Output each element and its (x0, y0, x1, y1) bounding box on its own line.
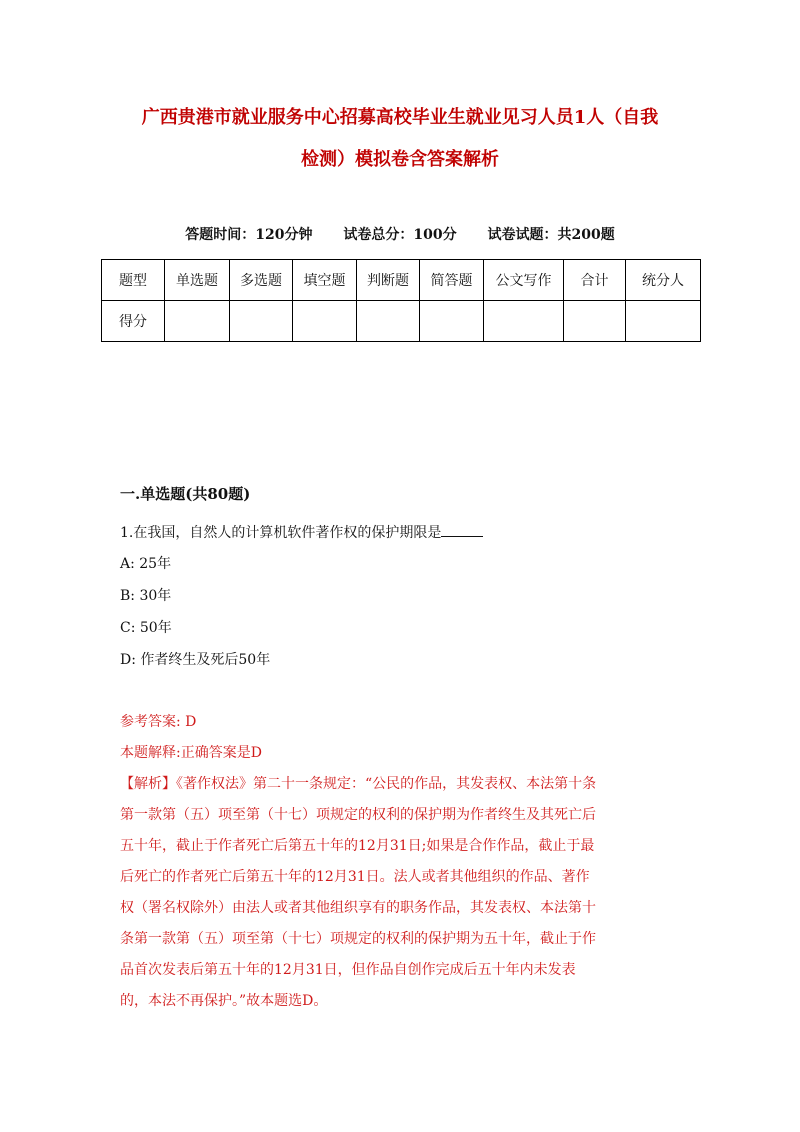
score-table-header: 题型 (102, 260, 165, 301)
option-a: A: 25年 (120, 556, 172, 572)
score-cell (626, 301, 701, 342)
score-table (101, 259, 701, 342)
exam-total-score: 试卷总分：100分 (343, 227, 457, 243)
analysis-line: 第一款第（五）项至第（十七）项规定的权利的保护期为作者终生及其死亡后 (120, 807, 596, 823)
score-table-header: 统分人 (626, 260, 701, 301)
score-table-header: 简答题 (420, 260, 484, 301)
score-table-header: 单选题 (165, 260, 230, 301)
exam-time: 答题时间：120分钟 (185, 227, 313, 243)
analysis-line: 条第一款第（五）项至第（十七）项规定的权利的保护期为五十年，截止于作 (120, 931, 596, 947)
score-table-header: 公文写作 (484, 260, 564, 301)
analysis-line: 【解析】《著作权法》第二十一条规定：“公民的作品，其发表权、本法第十条 (120, 776, 597, 792)
score-table-header: 合计 (564, 260, 626, 301)
option-c: C: 50年 (120, 620, 172, 636)
score-cell (420, 301, 484, 342)
score-cell (564, 301, 626, 342)
question-stem: 1.在我国，自然人的计算机软件著作权的保护期限是 (120, 525, 442, 541)
score-table-header: 填空题 (293, 260, 357, 301)
score-row-label: 得分 (102, 301, 165, 342)
score-cell (357, 301, 420, 342)
option-b: B: 30年 (120, 588, 172, 604)
analysis-line: 后死亡的作者死亡后第五十年的12月31日。法人或者其他组织的作品、著作 (120, 869, 590, 885)
analysis-line: 五十年，截止于作者死亡后第五十年的12月31日;如果是合作作品，截止于最 (120, 838, 595, 854)
analysis-line: 的，本法不再保护。”故本题选D。 (120, 993, 328, 1009)
score-cell (165, 301, 230, 342)
reference-answer: 参考答案: D (120, 714, 197, 730)
score-cell (484, 301, 564, 342)
answer-blank (441, 522, 483, 537)
exam-title-line-2: 检测）模拟卷含答案解析 (301, 149, 499, 170)
score-table-score-row (102, 301, 701, 342)
score-table-header: 判断题 (357, 260, 420, 301)
exam-title-line-1: 广西贵港市就业服务中心招募高校毕业生就业见习人员1人（自我 (141, 107, 659, 128)
exam-question-count: 试卷试题：共200题 (487, 227, 615, 243)
analysis-line: 权（署名权除外）由法人或者其他组织享有的职务作品，其发表权、本法第十 (120, 900, 596, 916)
explanation-head: 本题解释:正确答案是D (120, 745, 262, 761)
score-table-header-row (102, 260, 701, 301)
question-stem-line (120, 522, 483, 542)
score-table-header: 多选题 (230, 260, 293, 301)
analysis-line: 品首次发表后第五十年的12月31日，但作品自创作完成后五十年内未发表 (120, 962, 576, 978)
score-cell (230, 301, 293, 342)
score-cell (293, 301, 357, 342)
option-d: D: 作者终生及死后50年 (120, 652, 271, 668)
exam-meta (100, 224, 700, 244)
section-title: 一.单选题(共80题) (120, 485, 251, 503)
